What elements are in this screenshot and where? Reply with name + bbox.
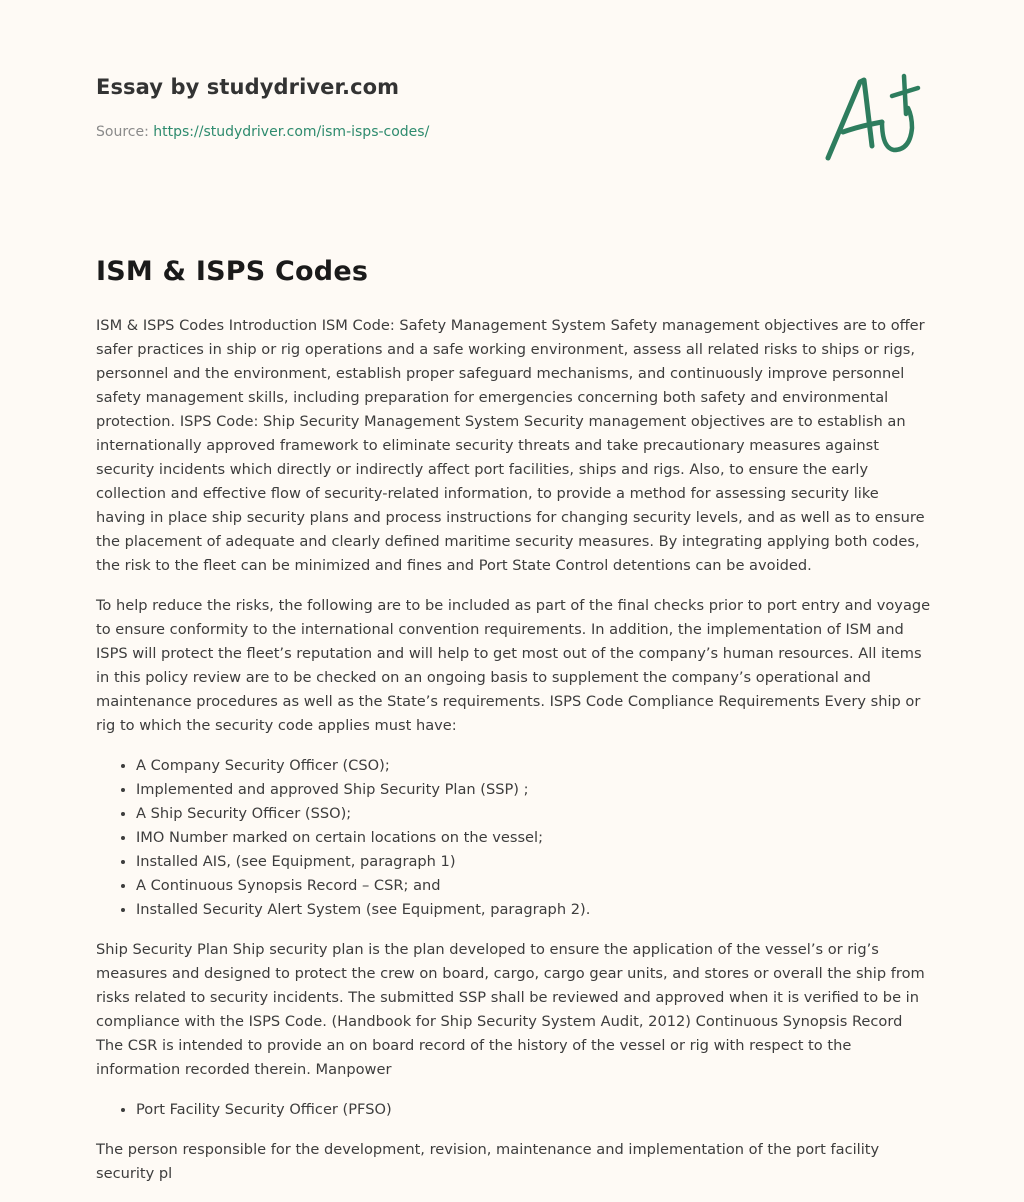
essay-page: [96, 0, 932, 1182]
essay-body: [96, 314, 932, 1202]
list-item: • A Company Security Officer (CSO);: [136, 754, 932, 778]
list-item: • Implemented and approved Ship Security Plan (SSP) ;: [136, 778, 932, 802]
site-title: Essay by studydriver.com: [96, 75, 400, 99]
list-item: • Installed AIS, (see Equipment, paragraph 1): [136, 850, 932, 874]
essay-paragraph: The person responsible for the development, revision, maintenance and implementation of the port facility security pl: [96, 1141, 880, 1182]
list-item: • IMO Number marked on certain locations on the vessel;: [136, 826, 932, 850]
list-item: • Port Facility Security Officer (PFSO): [136, 1098, 932, 1122]
list-item: • Installed Security Alert System (see Equipment, paragraph 2).: [136, 898, 932, 922]
list-item: • A Ship Security Officer (SSO);: [136, 802, 932, 826]
essay-paragraph: ISM & ISPS Codes Introduction ISM Code: Safety Management System Safety management objectives are to offer safer practices in ship or rig operations and a safe working environment, assess all related risks to ships or rigs, personnel and the environment, establish proper safeguard mechanisms, and continuously improve personnel safety management skills, including preparation for emergencies concerning both safety and environmental protection. ISPS Code: Ship Security Management System Security management objectives are to establish an internationally approved framework to eliminate security threats and take precautionary measures against security incidents which directly or indirectly affect port facilities, ships and rigs. Also, to ensure the early collection and effective flow of security-related information, to provide a method for assessing security like having in place ship security plans and process instructions for changing security levels, and as well as to ensure the placement of adequate and clearly defined maritime security measures. By integrating applying both codes, the risk to the fleet can be minimized and fines and Port State Control detentions can be avoided.: [96, 317, 925, 574]
source-label: Source:: [96, 124, 154, 140]
essay-paragraph: Ship Security Plan Ship security plan is the plan developed to ensure the application of the vessel’s or rig’s measures and designed to protect the crew on board, cargo, cargo gear units, and stores or overall the ship from risks related to security incidents. The submitted SSP shall be reviewed and approved when it is verified to be in compliance with the ISPS Code. (Handbook for Ship Security System Audit, 2012) Continuous Synopsis Record The CSR is intended to provide an on board record of the history of the vessel or rig with respect to the information recorded therein. Manpower: [96, 941, 925, 1078]
page-header: [96, 0, 932, 200]
source-line: [96, 124, 429, 140]
source-link[interactable]: https://studydriver.com/ism-isps-codes/: [153, 124, 430, 140]
essay-paragraph: To help reduce the risks, the following are to be included as part of the final checks prior to port entry and voyage to ensure conformity to the international convention requirements. In addition, the implementation of ISM and ISPS will protect the fleet’s reputation and will help to get most out of the company’s human resources. All items in this policy review are to be checked on an ongoing basis to supplement the company’s operational and maintenance procedures as well as the State’s requirements. ISPS Code Compliance Requirements Every ship or rig to which the security code applies must have:: [96, 597, 931, 734]
a-plus-grade-icon: [820, 66, 926, 166]
essay-title: ISM & ISPS Codes: [96, 256, 369, 287]
manpower-list: [96, 1098, 932, 1122]
list-item: • A Continuous Synopsis Record – CSR; and: [136, 874, 932, 898]
requirements-list: [96, 754, 932, 922]
